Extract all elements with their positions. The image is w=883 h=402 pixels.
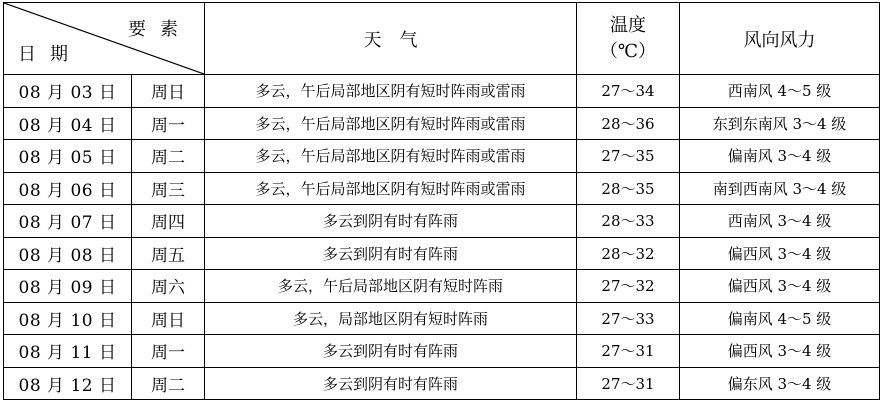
date-cell: 08 月 04 日 <box>4 107 132 140</box>
weekday-cell: 周五 <box>132 237 205 270</box>
temp-cell: 27～31 <box>577 367 680 400</box>
temp-cell: 28～32 <box>577 237 680 270</box>
date-cell: 08 月 07 日 <box>4 205 132 238</box>
header-diagonal-cell <box>4 3 205 75</box>
wind-cell: 偏西风 3～4 级 <box>680 270 880 303</box>
temp-cell: 28～35 <box>577 172 680 205</box>
weather-cell: 多云，午后局部地区阴有短时阵雨或雷雨 <box>205 107 577 140</box>
forecast-body <box>4 75 880 400</box>
weekday-cell: 周一 <box>132 335 205 368</box>
table-row <box>4 140 880 173</box>
weather-cell: 多云到阴有时有阵雨 <box>205 367 577 400</box>
temp-cell: 28～36 <box>577 107 680 140</box>
wind-cell: 偏东风 3～4 级 <box>680 367 880 400</box>
weekday-cell: 周二 <box>132 140 205 173</box>
wind-cell: 东到东南风 3～4 级 <box>680 107 880 140</box>
table-row <box>4 302 880 335</box>
temp-header-unit: （℃） <box>599 40 657 62</box>
table-row <box>4 237 880 270</box>
date-cell: 08 月 06 日 <box>4 172 132 205</box>
table-row <box>4 205 880 238</box>
weekday-cell: 周二 <box>132 367 205 400</box>
table-row <box>4 107 880 140</box>
weather-cell: 多云，午后局部地区阴有短时阵雨或雷雨 <box>205 75 577 108</box>
wind-header: 风向风力 <box>680 3 880 75</box>
weather-cell: 多云，局部地区阴有短时阵雨 <box>205 302 577 335</box>
element-label: 要素 <box>128 19 192 40</box>
weather-cell: 多云，午后局部地区阴有短时阵雨或雷雨 <box>205 172 577 205</box>
table-row <box>4 270 880 303</box>
weather-header: 天 气 <box>205 3 577 75</box>
weather-cell: 多云到阴有时有阵雨 <box>205 205 577 238</box>
weekday-cell: 周日 <box>132 302 205 335</box>
table-row <box>4 75 880 108</box>
date-cell: 08 月 11 日 <box>4 335 132 368</box>
wind-cell: 偏西风 3～4 级 <box>680 335 880 368</box>
table-row <box>4 172 880 205</box>
temp-cell: 27～34 <box>577 75 680 108</box>
date-cell: 08 月 09 日 <box>4 270 132 303</box>
table-row <box>4 367 880 400</box>
wind-cell: 偏南风 3～4 级 <box>680 140 880 173</box>
weekday-cell: 周日 <box>132 75 205 108</box>
date-cell: 08 月 10 日 <box>4 302 132 335</box>
weather-cell: 多云，午后局部地区阴有短时阵雨或雷雨 <box>205 140 577 173</box>
wind-cell: 偏南风 4～5 级 <box>680 302 880 335</box>
weekday-cell: 周三 <box>132 172 205 205</box>
date-cell: 08 月 12 日 <box>4 367 132 400</box>
wind-cell: 南到西南风 3～4 级 <box>680 172 880 205</box>
date-cell: 08 月 03 日 <box>4 75 132 108</box>
date-cell: 08 月 08 日 <box>4 237 132 270</box>
table-row <box>4 335 880 368</box>
forecast-table <box>3 2 880 400</box>
header-row <box>4 3 880 75</box>
wind-cell: 西南风 4～5 级 <box>680 75 880 108</box>
weekday-cell: 周四 <box>132 205 205 238</box>
date-label: 日期 <box>18 44 82 65</box>
temp-cell: 27～31 <box>577 335 680 368</box>
temp-header-label: 温度 <box>610 14 646 36</box>
wind-cell: 西南风 3～4 级 <box>680 205 880 238</box>
wind-cell: 偏西风 3～4 级 <box>680 237 880 270</box>
temp-header <box>577 3 680 75</box>
date-cell: 08 月 05 日 <box>4 140 132 173</box>
temp-cell: 28～33 <box>577 205 680 238</box>
temp-cell: 27～35 <box>577 140 680 173</box>
temp-cell: 27～32 <box>577 270 680 303</box>
weather-cell: 多云，午后局部地区阴有短时阵雨 <box>205 270 577 303</box>
temp-cell: 27～33 <box>577 302 680 335</box>
weather-cell: 多云到阴有时有阵雨 <box>205 335 577 368</box>
weather-cell: 多云到阴有时有阵雨 <box>205 237 577 270</box>
weekday-cell: 周一 <box>132 107 205 140</box>
weekday-cell: 周六 <box>132 270 205 303</box>
